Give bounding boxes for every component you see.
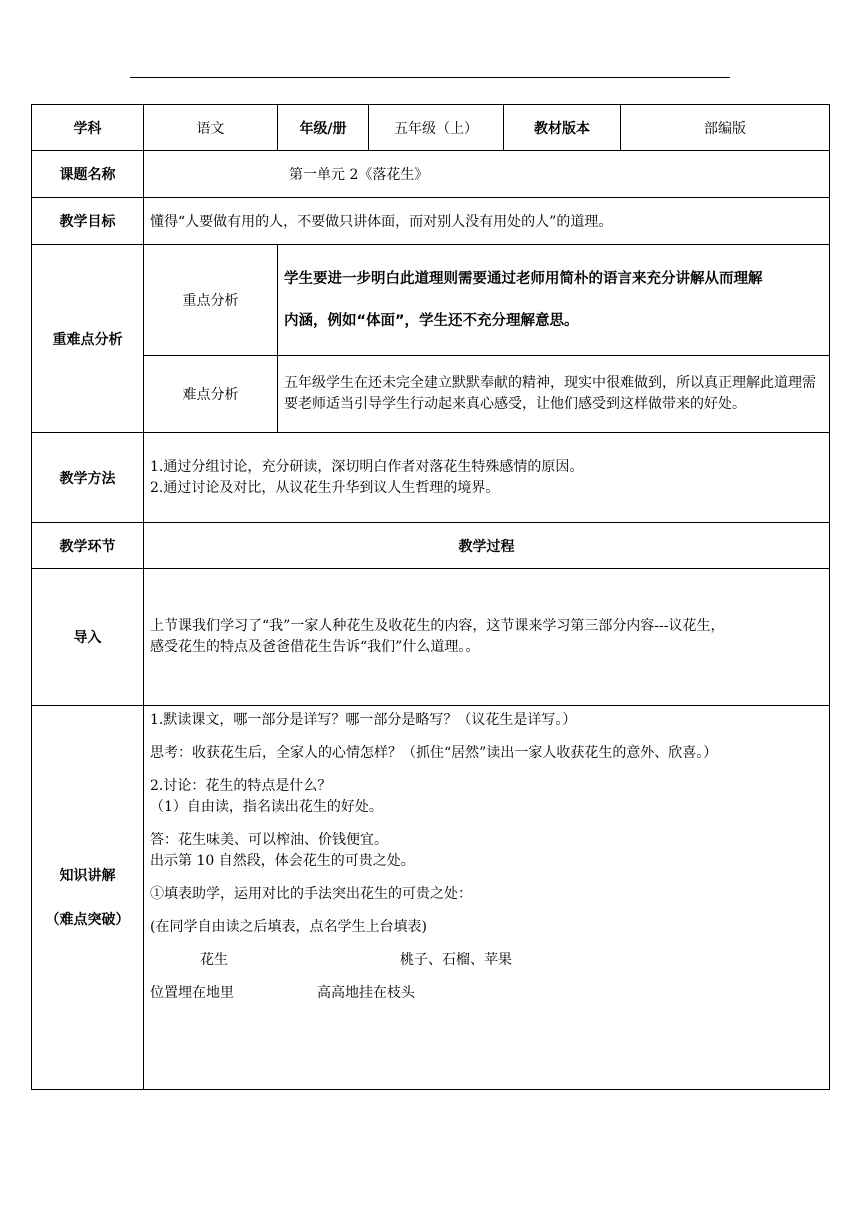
knowledge-label [32,706,144,1090]
header-row [32,105,830,151]
knowledge-label-1: 知识讲解 [59,867,116,884]
method-label: 教学方法 [32,433,144,523]
edition-value: 部编版 [621,105,830,151]
key-analysis-line-1: 学生要进一步明白此道理则需要通过老师用简朴的语言来充分讲解从而理解 [284,271,763,287]
knowledge-p4: （1）自由读，指名读出花生的好处。 [150,799,383,815]
process-label: 教学过程 [144,523,830,569]
section-header-row [32,523,830,569]
subject-value: 语文 [144,105,278,151]
knowledge-p2: 思考：收获花生后，全家人的心情怎样？（抓住“居然”读出一家人收获花生的意外、欣喜。） [150,745,718,761]
knowledge-content [144,706,830,1090]
intro-row [32,569,830,706]
method-value [144,433,830,523]
edition-label: 教材版本 [504,105,621,151]
header-rule [130,77,730,78]
analysis-label: 重难点分析 [32,245,144,433]
method-row [32,433,830,523]
knowledge-p6: 出示第 10 自然段，体会花生的可贵之处。 [150,853,415,869]
intro-line-1: 上节课我们学习了“我”一家人种花生及收花生的内容，这节课来学习第三部分内容---议花生， [150,618,725,634]
compare-row-value: 高高地挂在枝头 [317,985,415,1001]
knowledge-p3: 2.讨论：花生的特点是什么？ [150,778,332,794]
compare-col-1: 花生 [200,952,228,968]
knowledge-row [32,706,830,1090]
difficulty-analysis-row [32,356,830,433]
method-line-1: 1.通过分组讨论，充分研读，深切明白作者对落花生特殊感情的原因。 [150,458,584,475]
goal-row [32,198,830,245]
key-analysis-line-2: 内涵，例如“体面”，学生还不充分理解意思。 [284,313,579,329]
compare-row-label: 位置埋在地里 [150,985,234,1001]
compare-col-2: 桃子、石榴、苹果 [400,952,512,968]
section-label: 教学环节 [32,523,144,569]
lesson-title-label: 课题名称 [32,151,144,198]
method-line-2: 2.通过讨论及对比，从议花生升华到议人生哲理的境界。 [150,479,500,496]
knowledge-p8: (在同学自由读之后填表，点名学生上台填表) [150,919,427,935]
grade-value: 五年级（上） [369,105,504,151]
compare-header [150,950,823,971]
intro-line-2: 感受花生的特点及爸爸借花生告诉“我们”什么道理。。 [150,639,480,655]
knowledge-p1: 1.默读课文，哪一部分是详写？哪一部分是略写？（议花生是详写。） [150,712,577,728]
lesson-title-value: 第一单元 2《落花生》 [144,151,830,198]
lesson-plan-table [31,104,830,1090]
knowledge-p7: ①填表助学，运用对比的手法突出花生的可贵之处： [150,886,472,902]
intro-value [144,569,830,706]
knowledge-label-2: （难点突破） [45,911,130,928]
difficulty-analysis-label: 难点分析 [144,356,278,433]
lesson-title-row [32,151,830,198]
knowledge-p5: 答：花生味美、可以榨油、价钱便宜。 [150,832,388,848]
compare-row [150,983,823,1004]
subject-label: 学科 [32,105,144,151]
goal-value: 懂得“人要做有用的人，不要做只讲体面，而对别人没有用处的人”的道理。 [144,198,830,245]
key-analysis-row [32,245,830,356]
difficulty-analysis-value: 五年级学生在还未完全建立默默奉献的精神，现实中很难做到，所以真正理解此道理需要老师适当引导学生行动起来真心感受，让他们感受到这样做带来的好处。 [278,356,830,433]
intro-label: 导入 [32,569,144,706]
key-analysis-value [278,245,830,356]
grade-label: 年级/册 [278,105,369,151]
goal-label: 教学目标 [32,198,144,245]
key-analysis-label: 重点分析 [144,245,278,356]
